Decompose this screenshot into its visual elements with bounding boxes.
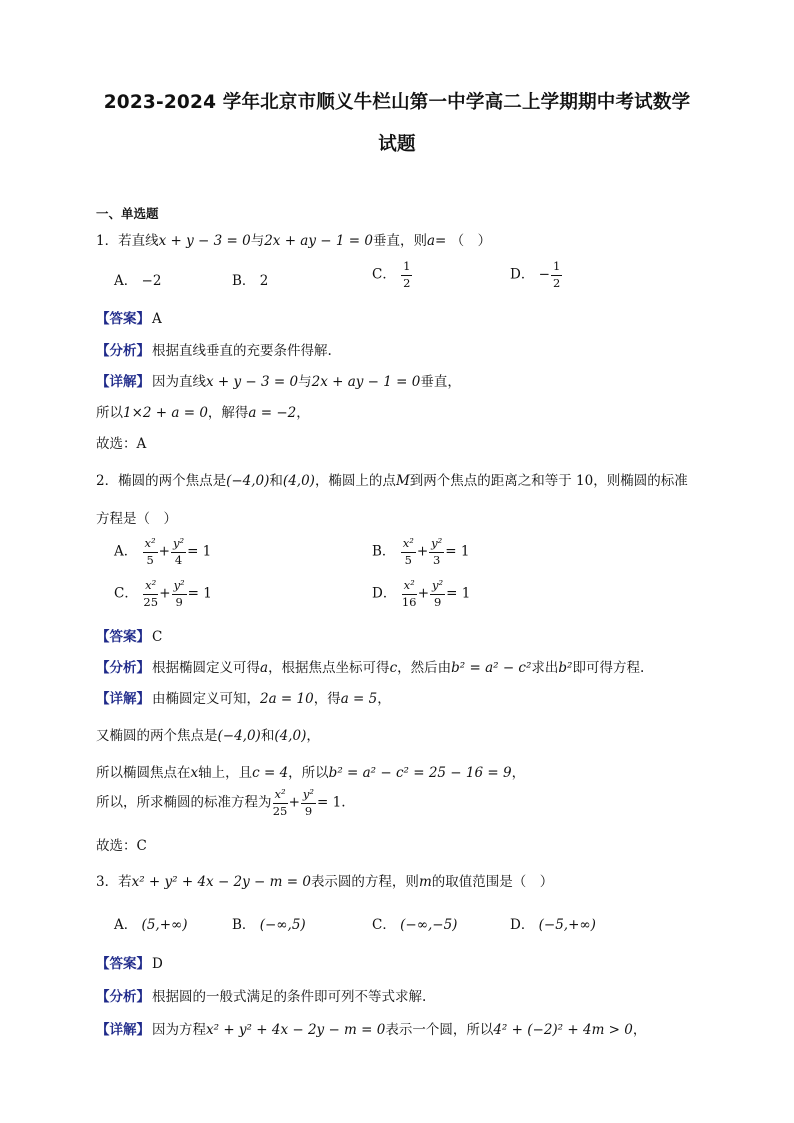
q1-detail-text: 因为直线 — [152, 374, 206, 390]
q1-option-b — [232, 269, 268, 289]
q2-a-eq: = 1 — [187, 543, 212, 560]
q2-d3-post: ， — [511, 765, 526, 781]
q1-detail-and: 与 — [298, 374, 312, 390]
q2-analysis-b: b² — [558, 660, 573, 676]
q2-stem-line-2: 方程是（ ） — [96, 511, 177, 527]
q3-stem-m: m — [418, 874, 432, 890]
q2-d2-and: 和 — [260, 728, 275, 744]
q1-option-c-label: C． — [372, 266, 396, 283]
q2-analysis — [96, 656, 644, 676]
q3-stem-mid: 表示圆的方程，则 — [310, 874, 419, 890]
q2-a-frac-y — [171, 538, 186, 566]
q2-d4-post: = 1. — [317, 794, 346, 811]
q1-option-d-num: 1 — [551, 261, 562, 276]
q2-d4-n2: y² — [301, 789, 316, 804]
q2-stem-point-2: (4,0) — [282, 473, 315, 489]
q2-c-n1: x² — [143, 580, 158, 595]
q2-option-c-label: C． — [114, 585, 138, 602]
q3-option-d-label: D． — [510, 917, 535, 933]
q2-option-b-label: B． — [372, 543, 396, 560]
q1-line2-result: a = −2 — [248, 405, 297, 421]
q2-stem-point-1: (−4,0) — [226, 473, 270, 489]
q3-option-a-value: (5,+∞) — [141, 917, 188, 933]
q2-analysis-mid: ，根据焦点坐标可得 — [268, 660, 390, 676]
q1-line2-post: ， — [296, 405, 310, 421]
q2-option-b — [372, 538, 469, 566]
q1-stem-end: = （ ） — [435, 233, 492, 249]
q2-d1-post: ， — [377, 691, 391, 707]
q3-option-a-label: A． — [114, 917, 138, 933]
q2-d3-eq: b² = a² − c² = 25 − 16 = 9 — [328, 765, 512, 781]
q1-option-a-value: −2 — [141, 273, 162, 289]
analysis-tag: 【分析】 — [96, 343, 150, 359]
q2-d2-pre: 又椭圆的两个焦点是 — [96, 728, 218, 744]
q2-stem-post: 到两个焦点的距离之和等于 10，则椭圆的标准 — [409, 473, 688, 489]
q2-analysis-a: a — [260, 660, 269, 676]
document-title-line-2: 试题 — [378, 134, 416, 155]
q2-d4-plus: + — [288, 794, 300, 811]
q2-analysis-pre: 根据椭圆定义可得 — [152, 660, 260, 676]
q2-analysis-eq: b² = a² − c² — [451, 660, 532, 676]
q2-d-frac-x — [402, 580, 417, 608]
q1-detail-line-2 — [96, 401, 310, 421]
q3-detail-inequality: 4² + (−2)² + 4m > 0 — [493, 1022, 633, 1038]
q1-option-a — [114, 269, 161, 289]
q1-stem-and: 与 — [250, 233, 265, 249]
q2-d3-mid: 轴上，且 — [198, 765, 253, 781]
q2-conclusion: 故选：C — [96, 838, 147, 854]
q3-option-b — [232, 913, 306, 933]
q3-option-d — [510, 913, 596, 933]
q3-detail — [96, 1018, 646, 1038]
q2-detail-line-3 — [96, 761, 525, 781]
document-title-line-1: 2023-2024 学年北京市顺义牛栏山第一中学高二上学期期中考试数学 — [103, 92, 691, 113]
q2-b-n1: x² — [401, 538, 416, 553]
section-heading: 一、单选题 — [96, 206, 159, 221]
q1-line2-mid: ，解得 — [207, 405, 249, 421]
q1-option-a-label: A． — [114, 273, 138, 289]
q2-b-eq: = 1 — [445, 543, 470, 560]
q1-answer — [96, 307, 162, 327]
q1-analysis — [96, 339, 332, 359]
detail-tag: 【详解】 — [96, 691, 150, 707]
q2-answer-value: C — [152, 629, 163, 645]
q3-stem — [96, 870, 553, 890]
q2-d4-frac-y — [301, 789, 316, 817]
q2-d1-pre: 由椭圆定义可知， — [152, 691, 260, 707]
q3-answer-value: D — [152, 956, 163, 972]
q1-detail-post: 垂直， — [420, 374, 461, 390]
q3-analysis-text: 根据圆的一般式满足的条件即可列不等式求解. — [152, 989, 427, 1005]
q3-option-c-value: (−∞,−5) — [400, 917, 458, 933]
q2-a-n2: y² — [171, 538, 186, 553]
q3-stem-post: 的取值范围是（ ） — [431, 874, 554, 890]
q2-d-d2: 9 — [433, 594, 442, 609]
q2-d4-pre: 所以，所求椭圆的标准方程为 — [96, 794, 272, 811]
q2-d-n2: y² — [430, 580, 445, 595]
q2-analysis-mid3: 求出 — [531, 660, 559, 676]
q2-detail — [96, 687, 391, 707]
q1-option-d-label: D． — [510, 266, 535, 283]
q3-stem-pre: 3．若 — [96, 874, 132, 890]
q2-analysis-post: 即可得方程. — [572, 660, 645, 676]
q2-detail-line-4 — [96, 789, 346, 817]
q2-c-d1: 25 — [143, 594, 159, 609]
q2-a-frac-x — [143, 538, 158, 566]
q1-option-b-label: B． — [232, 273, 256, 289]
q1-detail — [96, 370, 461, 390]
q2-a-n1: x² — [143, 538, 158, 553]
q2-analysis-c: c — [389, 660, 398, 676]
q3-detail-eq: x² + y² + 4x − 2y − m = 0 — [206, 1022, 386, 1038]
q1-stem-text: 1．若直线 — [96, 233, 159, 249]
q2-stem-line-1 — [96, 469, 688, 489]
q1-option-d — [510, 261, 563, 289]
q2-a-d2: 4 — [174, 552, 183, 567]
q2-d4-n1: x² — [273, 789, 288, 804]
q1-stem-eq1: x + y − 3 = 0 — [158, 233, 251, 249]
q1-line2-pre: 所以 — [96, 405, 123, 421]
q1-option-c-den: 2 — [403, 275, 411, 290]
answer-tag: 【答案】 — [96, 629, 150, 645]
q3-detail-mid: 表示一个圆，所以 — [385, 1022, 494, 1038]
q2-d3-mid2: ，所以 — [288, 765, 329, 781]
q3-detail-post: ， — [632, 1022, 647, 1038]
q2-d4-d1: 25 — [272, 803, 288, 818]
analysis-tag: 【分析】 — [96, 989, 150, 1005]
q2-option-c — [114, 580, 212, 608]
q2-d3-x: x — [190, 765, 199, 781]
q2-d-eq: = 1 — [446, 585, 471, 602]
q2-stem-pre: 2．椭圆的两个焦点是 — [96, 473, 227, 489]
q2-c-frac-x — [143, 580, 158, 608]
q2-d-plus: + — [417, 585, 430, 602]
q2-d4-d2: 9 — [304, 803, 313, 818]
q2-stem-mid: ，椭圆上的点 — [314, 473, 396, 489]
q2-d-frac-y — [430, 580, 445, 608]
q2-d1-mid: ，得 — [313, 691, 341, 707]
q1-stem-eq2: 2x + ay − 1 = 0 — [264, 233, 373, 249]
q1-analysis-text: 根据直线垂直的充要条件得解. — [152, 343, 332, 359]
q2-option-d — [372, 580, 470, 608]
detail-tag: 【详解】 — [96, 374, 150, 390]
detail-tag: 【详解】 — [96, 1022, 150, 1038]
q2-b-n2: y² — [429, 538, 444, 553]
answer-tag: 【答案】 — [96, 311, 150, 327]
q3-answer — [96, 952, 163, 972]
q2-a-plus: + — [158, 543, 170, 560]
q2-d3-pre: 所以椭圆焦点在 — [96, 765, 191, 781]
q2-b-d2: 3 — [433, 552, 441, 567]
q1-answer-value: A — [152, 311, 162, 327]
q3-option-b-value: (−∞,5) — [259, 917, 306, 933]
q2-answer — [96, 625, 162, 645]
q2-d-d1: 16 — [401, 594, 417, 609]
q3-detail-pre: 因为方程 — [152, 1022, 206, 1038]
q1-stem-var: a — [426, 233, 436, 249]
q3-analysis — [96, 985, 426, 1005]
q1-option-c-fraction — [401, 261, 412, 289]
q2-a-d1: 5 — [146, 552, 154, 567]
q2-d3-c: c = 4 — [252, 765, 289, 781]
q2-option-a-label: A． — [114, 543, 138, 560]
q2-d4-frac-x — [273, 789, 288, 817]
q2-c-n2: y² — [172, 580, 187, 595]
q3-option-b-label: B． — [232, 917, 256, 933]
q2-d1-result: a = 5 — [340, 691, 378, 707]
q2-stem-point-m: M — [395, 473, 410, 489]
q1-detail-eq2: 2x + ay − 1 = 0 — [311, 374, 421, 390]
q2-c-plus: + — [159, 585, 171, 602]
q3-option-a — [114, 913, 188, 933]
q2-analysis-mid2: ，然后由 — [397, 660, 452, 676]
q2-detail-line-2 — [96, 724, 320, 744]
q1-option-d-fraction — [551, 261, 562, 289]
q2-c-d2: 9 — [175, 594, 183, 609]
q3-option-c — [372, 913, 457, 933]
q1-stem-post: 垂直，则 — [372, 233, 427, 249]
q2-c-frac-y — [172, 580, 187, 608]
q1-option-d-sign: − — [538, 266, 550, 283]
q2-b-frac-x — [401, 538, 416, 566]
q1-option-c — [372, 261, 413, 289]
q2-option-d-label: D． — [372, 585, 397, 602]
q2-c-eq: = 1 — [187, 585, 212, 602]
q2-b-plus: + — [416, 543, 429, 560]
q1-stem — [96, 229, 491, 249]
q1-option-b-value: 2 — [259, 273, 269, 289]
q1-option-c-num: 1 — [401, 261, 412, 276]
q2-stem-and: 和 — [269, 473, 283, 489]
analysis-tag: 【分析】 — [96, 660, 150, 676]
q1-detail-eq1: x + y − 3 = 0 — [206, 374, 299, 390]
q3-stem-eq: x² + y² + 4x − 2y − m = 0 — [131, 874, 311, 890]
q2-b-frac-y — [429, 538, 444, 566]
answer-tag: 【答案】 — [96, 956, 150, 972]
q2-d2-point-1: (−4,0) — [217, 728, 261, 744]
q2-b-d1: 5 — [404, 552, 412, 567]
q3-option-c-label: C． — [372, 917, 396, 933]
q2-d2-post: ， — [306, 728, 320, 744]
q2-d1-eq: 2a = 10 — [260, 691, 314, 707]
q1-line2-eq: 1×2 + a = 0 — [123, 405, 208, 421]
q2-d-n1: x² — [402, 580, 417, 595]
q2-d2-point-2: (4,0) — [274, 728, 307, 744]
q2-option-a — [114, 538, 211, 566]
q3-option-d-value: (−5,+∞) — [538, 917, 596, 933]
q1-conclusion: 故选：A — [96, 436, 147, 452]
q1-option-d-den: 2 — [552, 275, 561, 290]
